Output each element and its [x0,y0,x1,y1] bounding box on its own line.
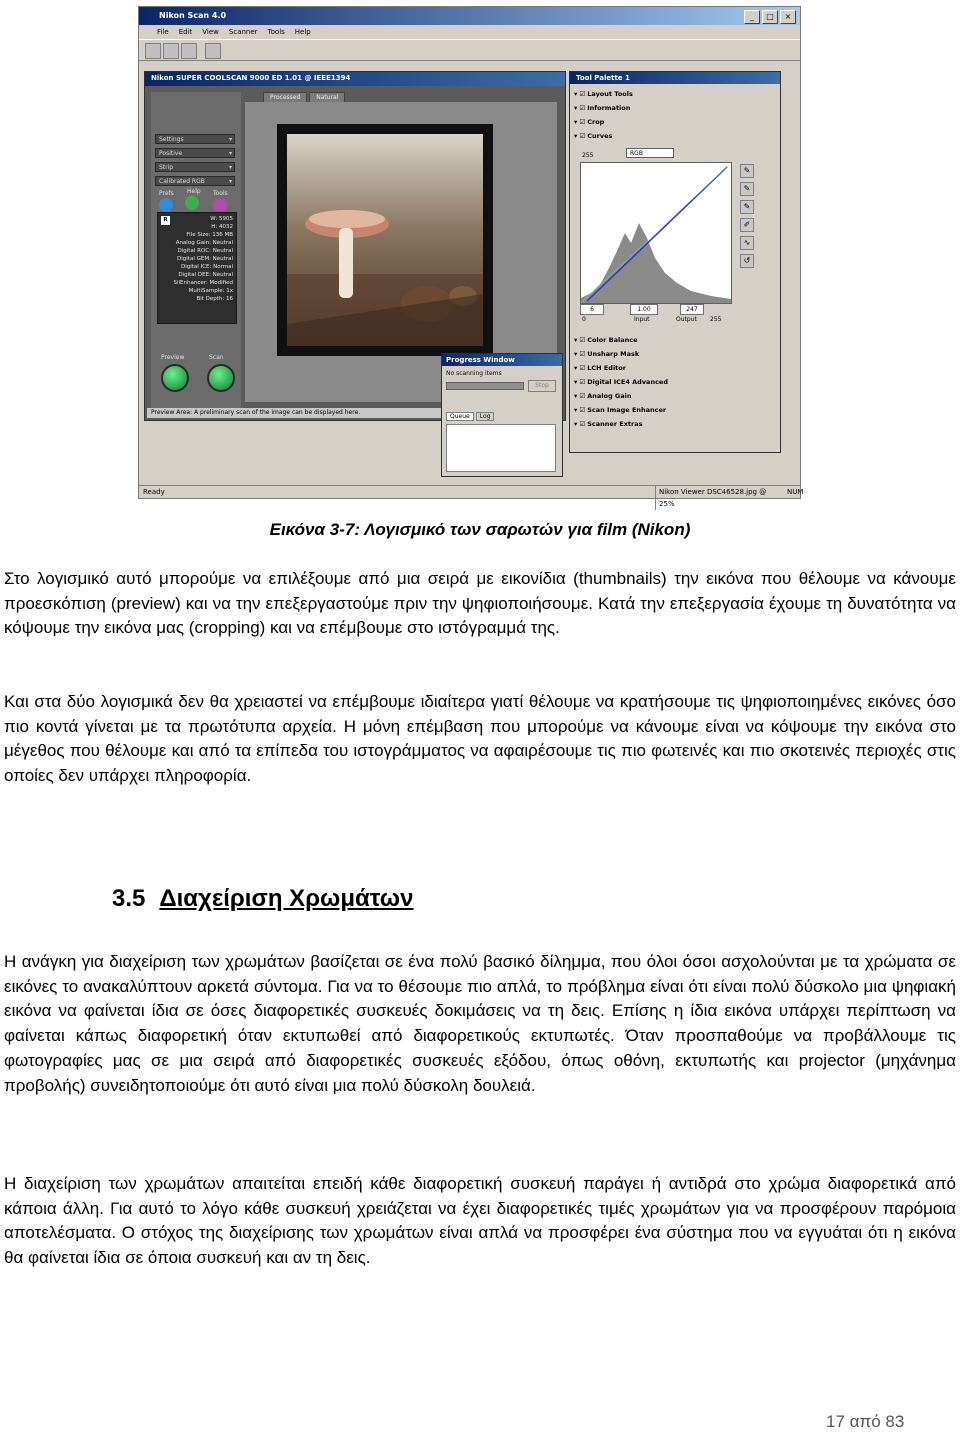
help-icon[interactable] [185,196,199,210]
section-heading [112,885,413,913]
tools-label: Tools [213,190,228,197]
info-line: Digital ROC: Neutral [177,248,233,254]
palette-row-layout-tools[interactable]: ▾ ☑ Layout Tools [574,88,774,100]
menu-edit[interactable]: Edit [178,28,193,36]
info-line: Digital GEM: Neutral [177,256,233,262]
menu-help[interactable]: Help [294,28,311,36]
section-title: Διαχείριση Χρωμάτων [159,885,414,912]
palette-row-color-balance[interactable]: ▾ ☑ Color Balance [574,334,774,346]
scan-settings-panel [151,92,241,412]
close-button[interactable]: × [780,10,796,24]
app-title-bar [139,7,800,25]
scan-info-box [157,212,237,324]
status-num: NUM [787,488,804,496]
section-paragraph-1: Η ανάγκη για διαχείριση των χρωμάτων βασίζεται σε ένα πολύ βασικό δίλημμα, που όλοι όσοι ασχολούνται με τα χρώματα σε εικόνες το ανακαλύπτουν αρκετά σύντομα. Για να το θέσουμε πιο απλά, το πρόβλημα είναι ότι είναι πολύ δύσκολο μια ψηφιακή εικόνα να φαίνεται ίδια σε όσες διαφορετικές συσκευές δοκιμάσεις να τη δεις. Επίσης η ίδια εικόνα υπάρχει περίπτωση να φαίνεται κάπως διαφορετική όταν εκτυπωθεί από διαφορετικούς εκτυπωτές. Όταν προσπαθούμε να προβάλλουμε τις φωτογραφίες μας σε μια σειρά από διαφορετικές συσκευές εξόδου, όπως οθόνη, εκτυπωτής και projector (μηχάνημα προβολής) συνειδητοποιούμε ότι αυτό είναι μια πολύ δύσκολη δουλειά. [4,952,956,1095]
info-line: Digital DEE: Neutral [178,272,233,278]
channel-select[interactable]: RGB [626,148,674,158]
prefs-icon[interactable] [159,198,173,212]
info-line: MultiSample: 1x [188,288,233,294]
settings-dropdown[interactable]: Settings ▾ [155,134,235,144]
status-bar [139,485,804,508]
eyedropper-white-icon[interactable]: ✎ [740,200,754,214]
paragraph-2: Και στα δύο λογισμικά δεν θα χρειαστεί να επέμβουμε ιδιαίτερα γιατί θέλουμε να κρατήσουμε τις ψηφιοποιημένες εικόνες όσο πιο κοντά γίνεται με τα πρωτότυπα αρχεία. Η μόνη επέμβαση που μπορούμε να κάνουμε είναι να κόψουμε την εικόνα στο μέγεθος που θέλουμε και από τα επίπεδα του ιστογράμματος να αφαιρέσουμε τις πιο φωτεινές και πιο σκοτεινές περιοχές στις οποίες δεν υπάρχει πληροφορία. [4,692,956,786]
app-title: Nikon Scan 4.0 [159,11,227,20]
tool-palette [569,71,781,453]
scanner-software-screenshot [138,6,804,508]
palette-row-curves[interactable]: ▾ ☑ Curves [574,130,774,142]
scan-label: Scan [209,354,224,361]
preview-button[interactable] [161,364,189,392]
palette-row-lch-editor[interactable]: ▾ ☑ LCH Editor [574,362,774,374]
progress-message: No scanning items [446,370,502,377]
output-min: 0 [582,316,586,323]
toolbar-open-icon[interactable] [145,43,161,59]
menu-file[interactable]: File [157,28,169,36]
info-line: SilEnhancer: Modified [173,280,233,286]
toolbar-save-icon[interactable] [163,43,179,59]
help-label: Help [187,188,201,195]
palette-title: Tool Palette 1 [570,72,780,84]
maximize-button[interactable]: □ [762,10,778,24]
input-label: Input [634,316,650,323]
info-line: H: 4032 [211,224,233,230]
info-line: File Size: 136 MB [186,232,233,238]
progress-window [441,353,563,477]
palette-row-analog-gain[interactable]: ▾ ☑ Analog Gain [574,390,774,402]
page-number: 17 από 83 [826,1412,905,1431]
info-line: Bit Depth: 16 [196,296,233,302]
output-label: Output [676,316,697,323]
eyedropper-gray-icon[interactable]: ✎ [740,182,754,196]
status-viewer: Nikon Viewer DSC46528.jpg @ 25% [655,486,777,510]
tab-processed[interactable]: Processed [263,92,307,103]
section-paragraph-2: Η διαχείριση των χρωμάτων απαιτείται επειδή κάθε διαφορετική συσκευή παράγει ή αντιδρά στο χρώμα διαφορετικά από κάποια άλλη. Για αυτό το λόγο κάθε συσκευή χρειάζεται να έχει διαφορετικές τιμές χρωμάτων για να προσφέρουν παρόμοια αποτελέσματα. Ο στόχος της διαχείρισης των χρωμάτων είναι απλά να προσφέρει ένα σύστημα που να εγγυάται ότι η εικόνα θα φαίνεται ίδια σε όποια συσκευή και αν τη δεις. [4,1174,956,1268]
menu-view[interactable]: View [202,28,219,36]
toolbar [139,39,800,61]
reset-icon[interactable]: ↺ [740,254,754,268]
menu-tools[interactable]: Tools [267,28,285,36]
prefs-label: Prefs [159,190,174,197]
progress-bar [446,382,524,390]
info-line: Analog Gain: Neutral [175,240,233,246]
film-type-dropdown[interactable]: Positive ▾ [155,148,235,158]
stop-button[interactable]: Stop [528,380,556,392]
input-black-field[interactable]: 6 [580,304,604,315]
figure-caption: Εικόνα 3-7: Λογισμικό των σαρωτών για film (Nikon) [269,520,691,539]
output-max: 255 [710,316,722,323]
toolbar-print-icon[interactable] [181,43,197,59]
preview-image [277,124,493,356]
color-space-dropdown[interactable]: Calibrated RGB ▾ [155,176,235,186]
palette-row-unsharp-mask[interactable]: ▾ ☑ Unsharp Mask [574,348,774,360]
scan-window-title: Nikon SUPER COOLSCAN 9000 ED 1.01 @ IEEE1394 [151,74,351,82]
paragraph-1: Στο λογισμικό αυτό μπορούμε να επιλέξουμε από μια σειρά με εικονίδια (thumbnails) την εικόνα που θέλουμε να κάνουμε προεσκόπιση (preview) και να την επεξεργαστούμε πριν την ψηφιοποιήσουμε. Κατά την επεξεργασία έχουμε τη δυνατότητα να κόψουμε την εικόνα μας (cropping) και να επέμβουμε στο ιστόγραμμά της. [4,569,956,638]
tab-queue[interactable]: Queue [446,412,474,421]
menu-scanner[interactable]: Scanner [228,28,258,36]
info-line: W: 5905 [210,216,233,222]
progress-title: Progress Window [442,354,562,366]
input-white-field[interactable]: 247 [680,304,704,315]
palette-row-information[interactable]: ▾ ☑ Information [574,102,774,114]
minimize-button[interactable]: _ [744,10,760,24]
toolbar-scan-icon[interactable] [205,43,221,59]
scan-button[interactable] [207,364,235,392]
smooth-icon[interactable]: ∿ [740,236,754,250]
tab-log[interactable]: Log [476,412,495,421]
menu-bar [139,25,800,39]
pencil-icon[interactable]: ✐ [740,218,754,232]
preview-status: Preview Area: A preliminary scan of the image can be displayed here. [147,408,559,418]
palette-row-scanner-extras[interactable]: ▾ ☑ Scanner Extras [574,418,774,430]
film-holder-dropdown[interactable]: Strip ▾ [155,162,235,172]
info-line: Digital ICE: Normal [180,264,233,270]
input-gamma-field[interactable]: 1.00 [630,304,658,315]
section-number: 3.5 [112,885,146,912]
eyedropper-black-icon[interactable]: ✎ [740,164,754,178]
curve-top-value: 255 [582,152,594,159]
tab-natural[interactable]: Natural [309,92,345,103]
palette-row-digital-ice[interactable]: ▾ ☑ Digital ICE4 Advanced [574,376,774,388]
preview-label: Preview [161,354,185,361]
palette-row-crop[interactable]: ▾ ☑ Crop [574,116,774,128]
queue-list[interactable] [446,424,556,472]
tools-icon[interactable] [213,198,227,212]
info-badge: R [161,216,170,225]
palette-row-scan-image-enhancer[interactable]: ▾ ☑ Scan Image Enhancer [574,404,774,416]
status-ready: Ready [143,488,165,496]
curves-graph[interactable] [580,162,732,304]
